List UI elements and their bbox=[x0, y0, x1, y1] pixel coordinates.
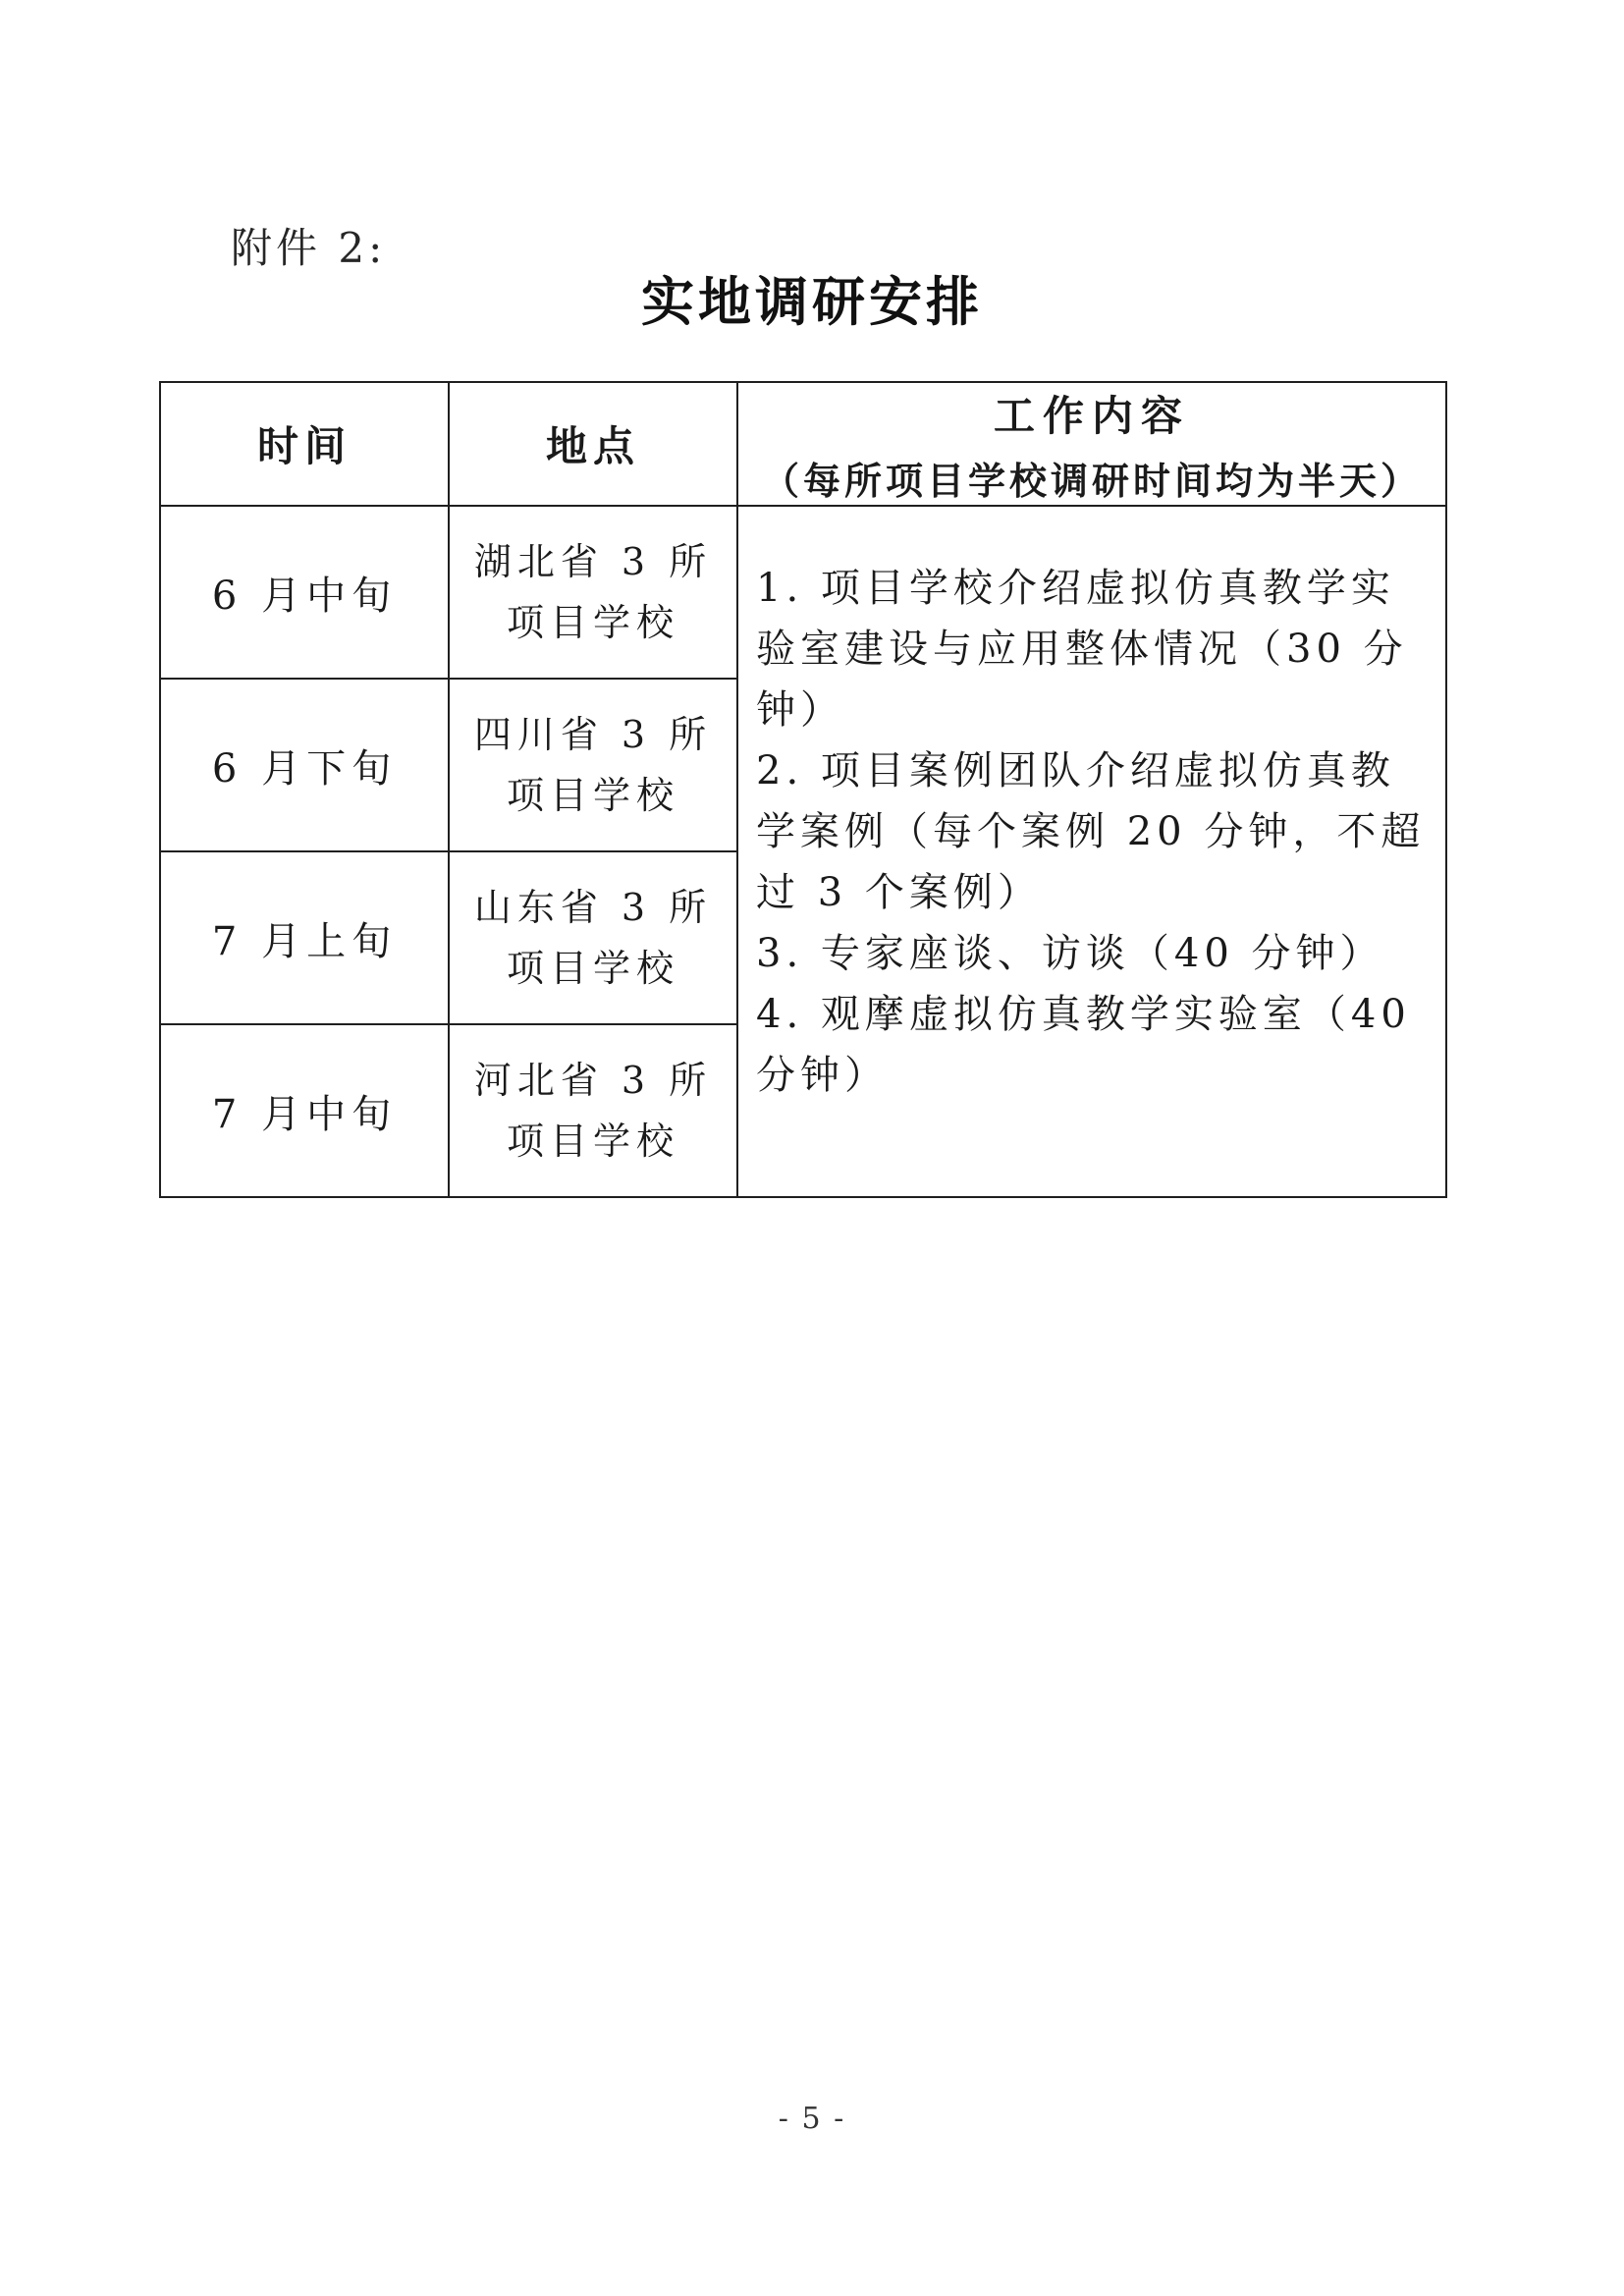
column-header-content bbox=[737, 382, 1446, 506]
page-number: - 5 - bbox=[778, 2102, 846, 2136]
time-cell: 7 月中旬 bbox=[160, 1024, 449, 1197]
document-title: 实地调研安排 bbox=[641, 270, 983, 333]
schedule-table bbox=[159, 381, 1447, 1198]
time-cell: 6 月中旬 bbox=[160, 506, 449, 679]
column-header-content-title: 工作内容 bbox=[993, 391, 1190, 440]
place-province: 湖北省 3 所 bbox=[473, 540, 713, 583]
work-content-item: 1. 项目学校介绍虚拟仿真教学实验室建设与应用整体情况（30 分钟） bbox=[756, 566, 1408, 733]
attachment-label: 附件 2: bbox=[231, 224, 387, 272]
place-cell bbox=[449, 851, 737, 1024]
place-cell bbox=[449, 679, 737, 851]
column-header-time: 时间 bbox=[160, 382, 449, 506]
work-content-item: 4. 观摩虚拟仿真教学实验室（40 分钟） bbox=[756, 992, 1411, 1098]
work-content-item: 2. 项目案例团队介绍虚拟仿真教学案例（每个案例 20 分钟，不超过 3 个案例） bbox=[756, 748, 1426, 915]
place-schools: 项目学校 bbox=[506, 601, 679, 644]
place-province: 山东省 3 所 bbox=[473, 886, 713, 929]
table-row bbox=[160, 506, 1446, 679]
work-content-cell bbox=[737, 506, 1446, 1197]
place-province: 河北省 3 所 bbox=[473, 1059, 713, 1102]
place-cell bbox=[449, 1024, 737, 1197]
table-header-row bbox=[160, 382, 1446, 506]
place-schools: 项目学校 bbox=[506, 774, 679, 817]
place-cell bbox=[449, 506, 737, 679]
place-schools: 项目学校 bbox=[506, 1120, 679, 1163]
column-header-content-note: （每所项目学校调研时间均为半天） bbox=[761, 458, 1422, 503]
place-province: 四川省 3 所 bbox=[473, 713, 713, 756]
work-content-item: 3. 专家座谈、访谈（40 分钟） bbox=[756, 931, 1384, 976]
column-header-place: 地点 bbox=[449, 382, 737, 506]
time-cell: 6 月下旬 bbox=[160, 679, 449, 851]
time-cell: 7 月上旬 bbox=[160, 851, 449, 1024]
place-schools: 项目学校 bbox=[506, 947, 679, 990]
